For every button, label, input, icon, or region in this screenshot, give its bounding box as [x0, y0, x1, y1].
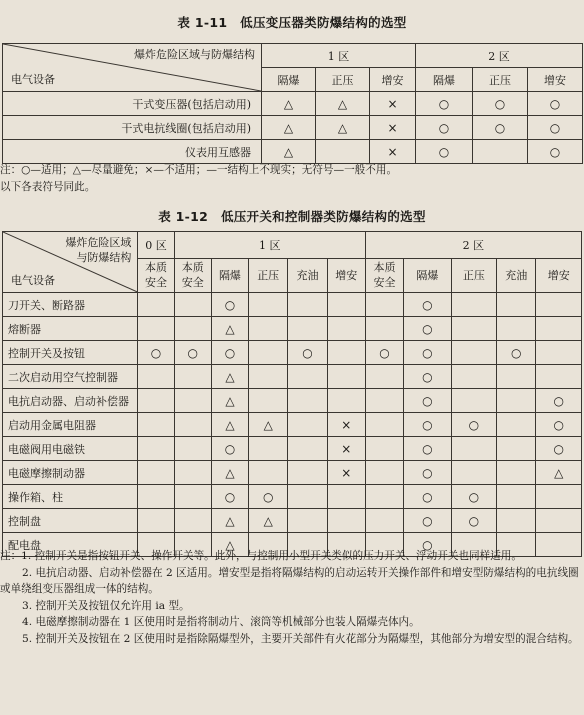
table-cell: ○ [404, 341, 452, 365]
table-cell [288, 509, 327, 533]
table2-zone0: 0 区 [138, 232, 174, 259]
table-cell [451, 365, 496, 389]
table-cell [249, 293, 288, 317]
table-cell [288, 389, 327, 413]
table-cell [327, 389, 365, 413]
row-label: 控制盘 [3, 509, 138, 533]
table-cell [451, 293, 496, 317]
table-cell [365, 437, 403, 461]
table-cell [249, 365, 288, 389]
table-cell [536, 293, 582, 317]
table-cell: △ [262, 140, 316, 164]
table-row [3, 341, 582, 365]
table-cell [174, 389, 211, 413]
table-cell [327, 317, 365, 341]
table2-note: 5. 控制开关及按钮在 2 区使用时是指除隔爆型外，主要开关部件有火花部分为隔爆型，其他部分为增安型的混合结构。 [22, 632, 579, 645]
table1 [2, 43, 583, 164]
table-cell: △ [211, 389, 248, 413]
table2-subheader: 正压 [451, 258, 496, 292]
table-cell: ○ [288, 341, 327, 365]
table-cell: ○ [211, 485, 248, 509]
table-row [3, 389, 582, 413]
table-cell [316, 140, 370, 164]
table-cell [365, 365, 403, 389]
table-cell [365, 413, 403, 437]
row-label: 配电盘 [3, 533, 138, 557]
table1-notes [0, 162, 580, 195]
table-cell: ○ [404, 413, 452, 437]
table-cell [174, 461, 211, 485]
table2-corner [3, 232, 138, 293]
row-label: 电磁阀用电磁铁 [3, 437, 138, 461]
row-label: 干式变压器(包括启动用) [3, 92, 262, 116]
table-row [3, 317, 582, 341]
table1-corner-top: 爆炸危险区域与防爆结构 [134, 48, 255, 61]
table2-subheader: 充油 [288, 258, 327, 292]
table-cell: ○ [404, 533, 452, 557]
table-cell [497, 485, 536, 509]
table-cell [497, 293, 536, 317]
table2-corner-top: 爆炸危险区域 与防爆结构 [65, 236, 132, 264]
row-label: 干式电抗线圈(包括启动用) [3, 116, 262, 140]
table-cell: ○ [536, 389, 582, 413]
table-cell: × [327, 461, 365, 485]
table-cell [365, 389, 403, 413]
table-cell: × [370, 140, 416, 164]
table-cell [327, 293, 365, 317]
table-cell [365, 461, 403, 485]
table-cell: ○ [211, 341, 248, 365]
table2-subheader: 本质 安全 [365, 258, 403, 292]
table-cell [138, 485, 174, 509]
table-cell: △ [262, 116, 316, 140]
row-label: 电磁摩擦制动器 [3, 461, 138, 485]
table-cell [536, 341, 582, 365]
table-cell [365, 509, 403, 533]
table-cell [174, 437, 211, 461]
table-row [3, 509, 582, 533]
table1-title: 表 1-11 低压变压器类防爆结构的选型 [177, 15, 407, 30]
table-cell [249, 317, 288, 341]
table-row [3, 116, 583, 140]
table-cell: × [327, 437, 365, 461]
row-label: 电抗启动器、启动补偿器 [3, 389, 138, 413]
table2-note: 2. 电抗启动器、启动补偿器在 2 区适用。增安型是指将隔爆结构的启动运转开关操作部件和增安型防爆结构的电抗线圈或单绕组变压器组成一体的结构。 [0, 566, 579, 595]
table2-subheader: 本质 安全 [174, 258, 211, 292]
table-cell [138, 389, 174, 413]
table1-subheader: 隔爆 [416, 68, 473, 92]
table-cell [536, 317, 582, 341]
table2-subheader: 充油 [497, 258, 536, 292]
table-cell [249, 437, 288, 461]
table-cell: ○ [211, 437, 248, 461]
table-cell: ○ [138, 341, 174, 365]
table-cell [249, 461, 288, 485]
table2-title: 表 1-12 低压开关和控制器类防爆结构的选型 [158, 209, 426, 224]
table-cell [451, 389, 496, 413]
table-cell: ○ [404, 461, 452, 485]
table2-subheader: 隔爆 [211, 258, 248, 292]
table-cell [451, 317, 496, 341]
table-cell: ○ [404, 365, 452, 389]
table-cell: △ [211, 365, 248, 389]
row-label: 操作箱、柱 [3, 485, 138, 509]
table1-note-line: 注：○—适用；△—尽量避免；×—不适用；—一结构上不现实；无符号—一般不用。 [0, 164, 398, 176]
table-cell [138, 437, 174, 461]
table-cell: × [370, 116, 416, 140]
table-cell: △ [211, 461, 248, 485]
table2-note: 3. 控制开关及按钮仅允许用 ia 型。 [22, 599, 190, 612]
table1-subheader: 正压 [473, 68, 528, 92]
table-cell [174, 365, 211, 389]
table-cell [327, 485, 365, 509]
table2-subheader: 增安 [327, 258, 365, 292]
table-cell [365, 293, 403, 317]
table-cell [497, 413, 536, 437]
row-label: 刀开关、断路器 [3, 293, 138, 317]
table-cell [365, 317, 403, 341]
table-cell [174, 509, 211, 533]
table-row [3, 365, 582, 389]
table-cell: ○ [174, 341, 211, 365]
table-cell [536, 485, 582, 509]
table-cell: △ [249, 413, 288, 437]
row-label: 仪表用互感器 [3, 140, 262, 164]
table2-note: 4. 电磁摩擦制动器在 1 区使用时是指将制动片、滚筒等机械部分也装人隔爆壳体内。 [22, 616, 420, 628]
table-cell [174, 485, 211, 509]
table2-corner-bottom: 电气设备 [11, 274, 55, 287]
table-cell: ○ [249, 485, 288, 509]
row-label: 启动用金属电阻器 [3, 413, 138, 437]
table-cell [497, 437, 536, 461]
table-cell: △ [211, 413, 248, 437]
table-cell: ○ [473, 116, 528, 140]
table-cell [249, 341, 288, 365]
table-row [3, 437, 582, 461]
table-cell [451, 461, 496, 485]
table1-zone2: 2 区 [416, 44, 583, 68]
table-cell [497, 461, 536, 485]
table-cell [138, 365, 174, 389]
table-cell [174, 293, 211, 317]
table1-subheader: 隔爆 [262, 68, 316, 92]
table-cell: ○ [416, 116, 473, 140]
table-cell: ○ [404, 389, 452, 413]
table-row [3, 92, 583, 116]
table-cell [497, 509, 536, 533]
table-cell [138, 509, 174, 533]
table-cell [288, 437, 327, 461]
table-cell: ○ [451, 485, 496, 509]
table-cell [288, 485, 327, 509]
table-cell: ○ [528, 92, 583, 116]
table-cell [174, 413, 211, 437]
table-cell: ○ [404, 317, 452, 341]
table-cell [327, 509, 365, 533]
table2-zone2: 2 区 [365, 232, 581, 259]
table-cell: × [370, 92, 416, 116]
table-cell: ○ [404, 509, 452, 533]
table-cell [536, 509, 582, 533]
table-cell: ○ [451, 509, 496, 533]
table2-subheader: 隔爆 [404, 258, 452, 292]
table-cell: △ [536, 461, 582, 485]
row-label: 熔断器 [3, 317, 138, 341]
table-cell: ○ [528, 116, 583, 140]
table-cell: △ [249, 509, 288, 533]
table-cell [288, 317, 327, 341]
table2-notes [0, 548, 580, 647]
table-cell [327, 365, 365, 389]
table-cell [497, 365, 536, 389]
table-cell [497, 317, 536, 341]
table1-subheader: 增安 [370, 68, 416, 92]
table-cell: ○ [536, 437, 582, 461]
table-row [3, 293, 582, 317]
table-cell [327, 341, 365, 365]
table-cell [536, 365, 582, 389]
table-cell: ○ [451, 413, 496, 437]
table-row [3, 140, 583, 164]
table-cell: ○ [497, 341, 536, 365]
table-cell [497, 389, 536, 413]
table2-zone1: 1 区 [174, 232, 365, 259]
table-row [3, 461, 582, 485]
row-label: 控制开关及按钮 [3, 341, 138, 365]
table-cell: △ [211, 509, 248, 533]
table1-corner [3, 44, 262, 92]
table-cell: △ [316, 92, 370, 116]
table-cell: △ [262, 92, 316, 116]
row-label: 二次启动用空气控制器 [3, 365, 138, 389]
table1-subheader: 正压 [316, 68, 370, 92]
table-cell: ○ [473, 92, 528, 116]
table-cell: ○ [536, 413, 582, 437]
table-cell: ○ [404, 293, 452, 317]
table1-note-line: 以下各表符号同此。 [0, 180, 96, 193]
table-cell [288, 413, 327, 437]
table1-corner-bottom: 电气设备 [11, 73, 55, 86]
table-cell [473, 140, 528, 164]
table-cell: △ [211, 317, 248, 341]
table1-zone1: 1 区 [262, 44, 416, 68]
table-cell: ○ [404, 437, 452, 461]
table-cell [288, 365, 327, 389]
table-cell [138, 461, 174, 485]
table-cell [451, 341, 496, 365]
table-cell [365, 485, 403, 509]
table-cell [249, 389, 288, 413]
table-cell: ○ [404, 485, 452, 509]
table-cell [138, 317, 174, 341]
table-cell: ○ [416, 92, 473, 116]
table-cell [174, 317, 211, 341]
table2-subheader: 本质 安全 [138, 258, 174, 292]
table-cell [288, 293, 327, 317]
table-cell [451, 437, 496, 461]
table-cell: △ [316, 116, 370, 140]
table-cell: ○ [528, 140, 583, 164]
table-cell: ○ [211, 293, 248, 317]
table-cell [288, 461, 327, 485]
table2 [2, 231, 582, 557]
table2-note: 注：1. 控制开关是指按钮开关、操作开关等。此外，与控制用小型开关类似的压力开关、浮动开关也同样适用。 [0, 550, 522, 562]
table-cell: × [327, 413, 365, 437]
table-cell [138, 293, 174, 317]
table-row [3, 413, 582, 437]
table2-subheader: 增安 [536, 258, 582, 292]
table1-subheader: 增安 [528, 68, 583, 92]
table-row [3, 485, 582, 509]
table-cell [138, 413, 174, 437]
table-cell: ○ [416, 140, 473, 164]
table-cell: ○ [365, 341, 403, 365]
table-cell: △ [211, 533, 248, 557]
table2-subheader: 正压 [249, 258, 288, 292]
